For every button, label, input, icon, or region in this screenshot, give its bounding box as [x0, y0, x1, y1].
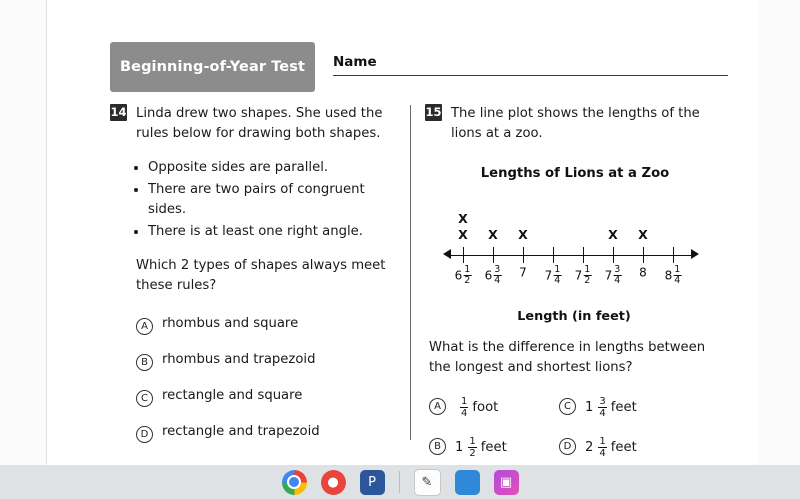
list-item: • There is at least one right angle. — [148, 222, 395, 242]
axis-tick — [463, 247, 464, 263]
axis-tick — [523, 247, 524, 263]
axis-tick — [583, 247, 584, 263]
list-item: • There are two pairs of congruent sides. — [148, 180, 395, 220]
powerpoint-icon[interactable]: P — [360, 470, 385, 495]
taskbar-separator — [399, 471, 400, 493]
choice-bubble-d[interactable]: D — [136, 426, 153, 443]
axis-tick-label: 6 $\frac{1}{2}$ — [454, 264, 471, 286]
choice-bubble-c[interactable]: C — [136, 390, 153, 407]
question-14-prompt: Linda drew two shapes. She used the rules below for drawing both shapes. — [136, 106, 383, 141]
line-plot — [443, 193, 705, 303]
line-plot-title: Lengths of Lions at a Zoo — [480, 166, 670, 181]
notes-app-icon[interactable]: ✎ — [414, 469, 441, 496]
axis-arrow-right-icon — [691, 249, 699, 259]
question-14 — [110, 104, 395, 460]
plot-x-mark: X — [638, 227, 648, 242]
question-14-header — [110, 104, 395, 144]
choice-bubble-c[interactable]: C — [559, 398, 576, 415]
question-15-number: 15 — [425, 105, 442, 119]
choice-a[interactable] — [429, 396, 559, 419]
choice-bubble-d[interactable]: D — [559, 438, 576, 455]
question-15-choices — [429, 396, 725, 459]
axis-tick — [493, 247, 494, 263]
choice-bubble-b[interactable]: B — [429, 438, 446, 455]
axis-tick-label: 6 $\frac{3}{4}$ — [484, 264, 501, 286]
plot-x-mark: X — [458, 211, 468, 226]
plot-x-mark: X — [608, 227, 618, 242]
art-app-icon[interactable]: ● — [321, 470, 346, 495]
choice-bubble-a[interactable]: A — [136, 318, 153, 335]
taskbar — [0, 465, 800, 499]
name-label: Name — [333, 54, 377, 70]
page-margin-right — [757, 0, 800, 465]
axis-tick — [673, 247, 674, 263]
choice-label-b: rhombus and trapezoid — [162, 352, 316, 367]
plot-x-mark: X — [518, 227, 528, 242]
list-item: • Opposite sides are parallel. — [148, 158, 395, 178]
axis-arrow-left-icon — [443, 249, 451, 259]
test-title-box — [110, 42, 315, 92]
choice-label-d: rectangle and trapezoid — [162, 424, 320, 439]
worksheet-page — [47, 0, 758, 465]
choice-c[interactable] — [136, 388, 395, 407]
choice-bubble-a[interactable]: A — [429, 398, 446, 415]
plot-x-mark: X — [458, 227, 468, 242]
media-app-icon[interactable]: ▣ — [494, 470, 519, 495]
choice-d[interactable] — [136, 424, 395, 443]
choice-d[interactable] — [559, 436, 709, 459]
choice-label-a: rhombus and square — [162, 316, 299, 331]
axis-tick-label: 8 $\frac{1}{4}$ — [664, 264, 681, 286]
choice-label-d: 2 $\frac{1}{4}$ feet — [585, 436, 637, 459]
chrome-icon[interactable] — [282, 470, 307, 495]
axis-tick-label: 7 $\frac{3}{4}$ — [604, 264, 621, 286]
choice-b[interactable] — [136, 352, 395, 371]
name-write-line[interactable] — [333, 75, 728, 76]
question-14-number: 14 — [110, 105, 127, 119]
test-title: Beginning-of-Year Test — [119, 59, 306, 75]
line-plot-axis — [449, 255, 693, 256]
axis-tick-label: 7 $\frac{1}{4}$ — [544, 264, 561, 286]
page-margin-left — [0, 0, 47, 465]
choice-b[interactable] — [429, 436, 559, 459]
choice-a[interactable] — [136, 316, 395, 335]
question-15-header — [425, 104, 725, 144]
choice-c[interactable] — [559, 396, 709, 419]
axis-tick-label: 8 — [639, 265, 647, 280]
question-14-followup: Which 2 types of shapes always meet these rules? — [136, 258, 386, 293]
column-divider — [410, 105, 411, 440]
file-explorer-icon[interactable] — [455, 470, 480, 495]
choice-label-c: rectangle and square — [162, 388, 303, 403]
line-plot-axis-caption: Length (in feet) — [517, 309, 631, 324]
axis-tick-label: 7 — [519, 265, 527, 280]
question-14-choices — [136, 316, 395, 443]
question-15 — [425, 104, 725, 459]
axis-tick — [553, 247, 554, 263]
choice-label-c: 1 $\frac{3}{4}$ feet — [585, 396, 637, 419]
question-15-prompt: The line plot shows the lengths of the lions at a zoo. — [451, 106, 700, 141]
choice-label-a: $\frac{1}{4}$ foot — [461, 396, 499, 419]
axis-tick-label: 7 $\frac{1}{2}$ — [574, 264, 591, 286]
question-14-rule-list — [136, 158, 395, 242]
axis-tick — [613, 247, 614, 263]
question-15-question: What is the difference in lengths between the longest and shortest lions? — [429, 340, 706, 375]
choice-label-b: 1 $\frac{1}{2}$ feet — [455, 436, 507, 459]
axis-tick — [643, 247, 644, 263]
plot-x-mark: X — [488, 227, 498, 242]
choice-bubble-b[interactable]: B — [136, 354, 153, 371]
